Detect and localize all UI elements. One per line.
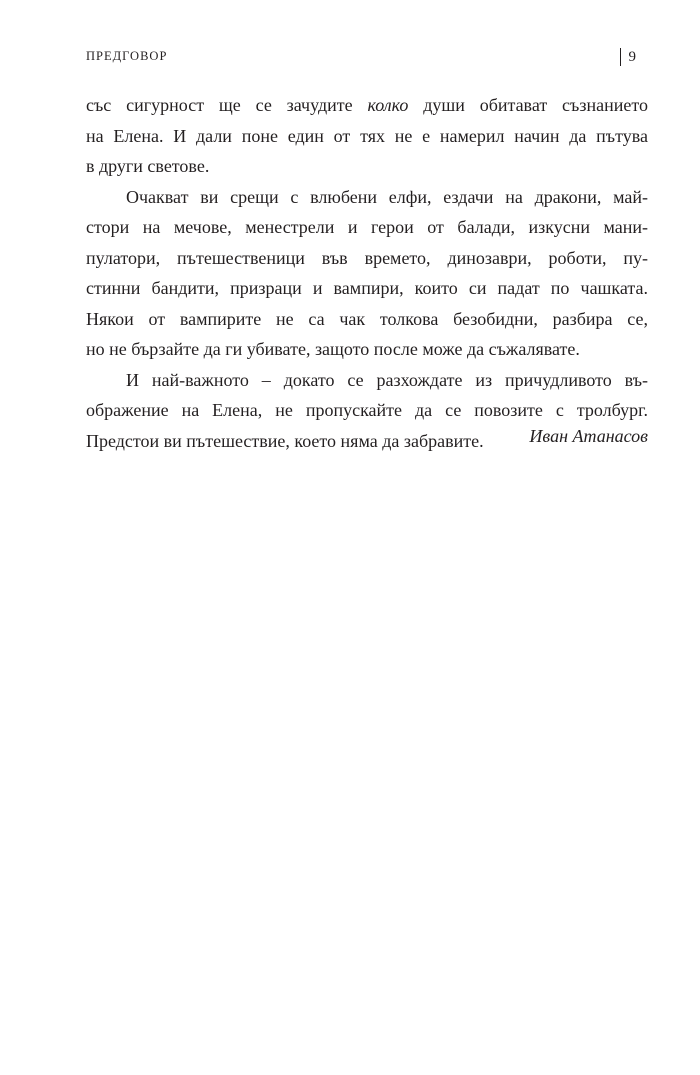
text-line: Очакват ви срещи с влюбени елфи, ездачи на дракони, май-	[126, 186, 648, 207]
text-line: стинни бандити, призраци и вампири, които си падат по чашката.	[86, 278, 648, 298]
italic-word: колко	[367, 95, 409, 115]
text-run: със сигурност ще се зачудите	[86, 95, 368, 115]
author-signature: Иван Атанасов	[529, 426, 648, 446]
text-line: И най-важното – докато се разхождате из причудливото въ-	[126, 369, 648, 390]
text-run: души обитават съзнанието	[408, 95, 648, 115]
text-line: стори на мечове, менестрели и герои от балади, изкусни мани-	[86, 217, 648, 237]
folio-divider	[620, 48, 621, 66]
text-line: в други светове.	[86, 156, 210, 176]
page-number: 9	[628, 48, 636, 65]
body-text	[86, 90, 648, 456]
running-head	[86, 48, 636, 68]
text-line: ображение на Елена, не пропускайте да се повозите с тролбург.	[86, 400, 648, 420]
text-line	[86, 90, 648, 121]
paragraph-1	[86, 90, 648, 182]
page-number-block	[620, 48, 637, 66]
section-title: ПРЕДГОВОР	[86, 49, 168, 63]
text-line: Предстои ви пътешествие, което няма да забравите.	[86, 430, 484, 451]
text-line: Някои от вампирите не са чак толкова безобидни, разбира се,	[86, 308, 648, 329]
paragraph-2	[86, 182, 648, 365]
text-line: пулатори, пътешественици във времето, динозаври, роботи, пу-	[86, 247, 648, 268]
text-line: но не бързайте да ги убивате, защото после може да съжалявате.	[86, 339, 580, 359]
text-line: на Елена. И дали поне един от тях не е намерил начин да пътува	[86, 125, 648, 146]
